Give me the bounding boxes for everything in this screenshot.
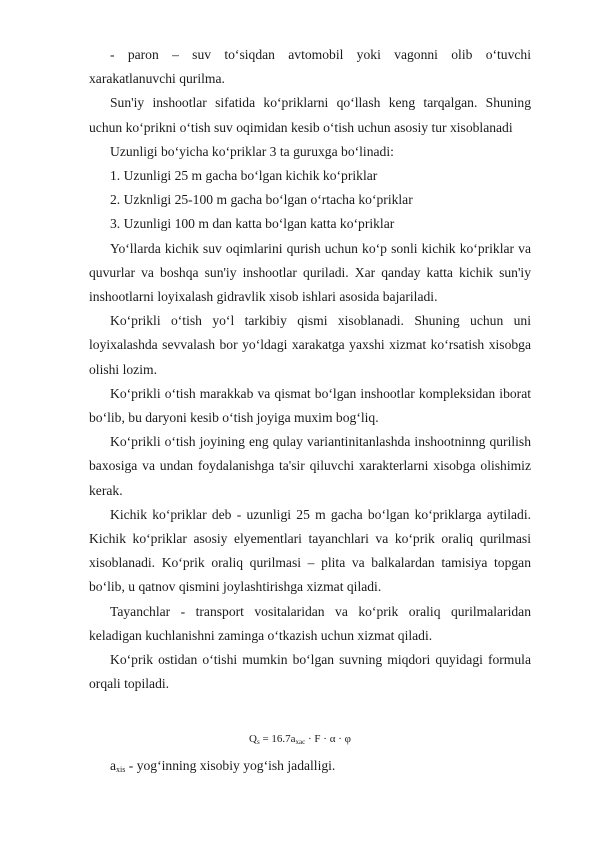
paragraph-small-bridges: Kichik ko‘priklar deb - uzunligi 25 m gacha bo‘lgan ko‘priklarga aytiladi. Kichik ko‘priklar asosiy elyementlari tayanchlari va ko‘prik oraliq qurilmasi xisoblanadi. Ko‘prik oraliq qurilmasi – plita va balkalardan tamisiya topgan bo‘lib, u qatnov qismini joylashtirishga xizmat qiladi. — [89, 506, 531, 595]
formula-coefficient-subscript: xac — [295, 738, 306, 746]
definition-symbol-subscript: xis — [116, 765, 126, 774]
paragraph-paron: - paron – suv to‘siqdan avtomobil yoki vagonni olib o‘tuvchi xarakatlanuvchi qurilma. — [89, 47, 531, 87]
body-text — [89, 43, 531, 696]
formula-lhs-subscript: s — [256, 738, 260, 746]
definition-symbol: a — [110, 758, 117, 773]
discharge-formula — [0, 730, 600, 751]
formula-coefficient: = 16.7a — [259, 733, 296, 745]
list-item: 1. Uzunligi 25 m gacha bo‘lgan kichik ko‘priklar — [110, 168, 378, 184]
paragraph-small-streams: Yo‘llarda kichik suv oqimlarini qurish uchun ko‘p sonli kichik ko‘priklar va quvurlar va boshqa sun'iy inshootlar quriladi. Xar qanday katta kichik sun'iy inshootlarni loyixalash gidravlik xisob ishlari asosida bajariladi. — [89, 240, 531, 305]
symbol-definition — [110, 755, 335, 781]
definition-text: - yog‘inning xisobiy yog‘ish jadalligi. — [125, 758, 336, 773]
paragraph-supports: Tayanchlar - transport vositalaridan va ko‘prik oraliq qurilmalaridan keladigan kuchlanishni zaminga o‘tkazish uchun xizmat qiladi. — [89, 603, 531, 643]
list-item: 3. Uzunligi 100 m dan katta bo‘lgan katta ko‘priklar — [110, 216, 395, 232]
paragraph-bridge-crossing-part: Ko‘prikli o‘tish yo‘l tarkibiy qismi xisoblanadi. Shuning uchun uni loyixalashda sevvalash bor yo‘ldagi xarakatga yaxshi xizmat ko‘rsatish xisobga olishi lozim. — [89, 313, 531, 377]
paragraph-complex-structures: Ko‘prikli o‘tish marakkab va qismat bo‘lgan inshootlar kompleksidan iborat bo‘lib, bu daryoni kesib o‘tish joyiga muxim bog‘liq. — [89, 385, 531, 426]
formula-lhs: Q — [249, 733, 257, 745]
list-item: 2. Uzknligi 25-100 m gacha bo‘lgan o‘rtacha ko‘priklar — [110, 192, 413, 208]
paragraph-variant-selection: Ko‘prikli o‘tish joyining eng qulay variantinitanlashda inshootninng qurilish baxosiga va undan foydalanishga ta'sir qiluvchi xarakterlarni xisobga olishimiz kerak. — [89, 434, 531, 498]
paragraph-length-groups: Uzunligi bo‘yicha ko‘priklar 3 ta guruxga bo‘linadi: — [110, 143, 394, 159]
formula-rest: · F · α · φ — [305, 733, 351, 745]
paragraph-artificial-structures: Sun'iy inshootlar sifatida ko‘priklarni qo‘llash keng tarqalgan. Shuning uchun ko‘prikni o‘tish suv oqimidan kesib o‘tish uchun asosiy tur xisoblanadi — [89, 95, 531, 135]
paragraph-water-quantity: Ko‘prik ostidan o‘tishi mumkin bo‘lgan suvning miqdori quyidagi formula orqali topiladi. — [89, 652, 531, 692]
